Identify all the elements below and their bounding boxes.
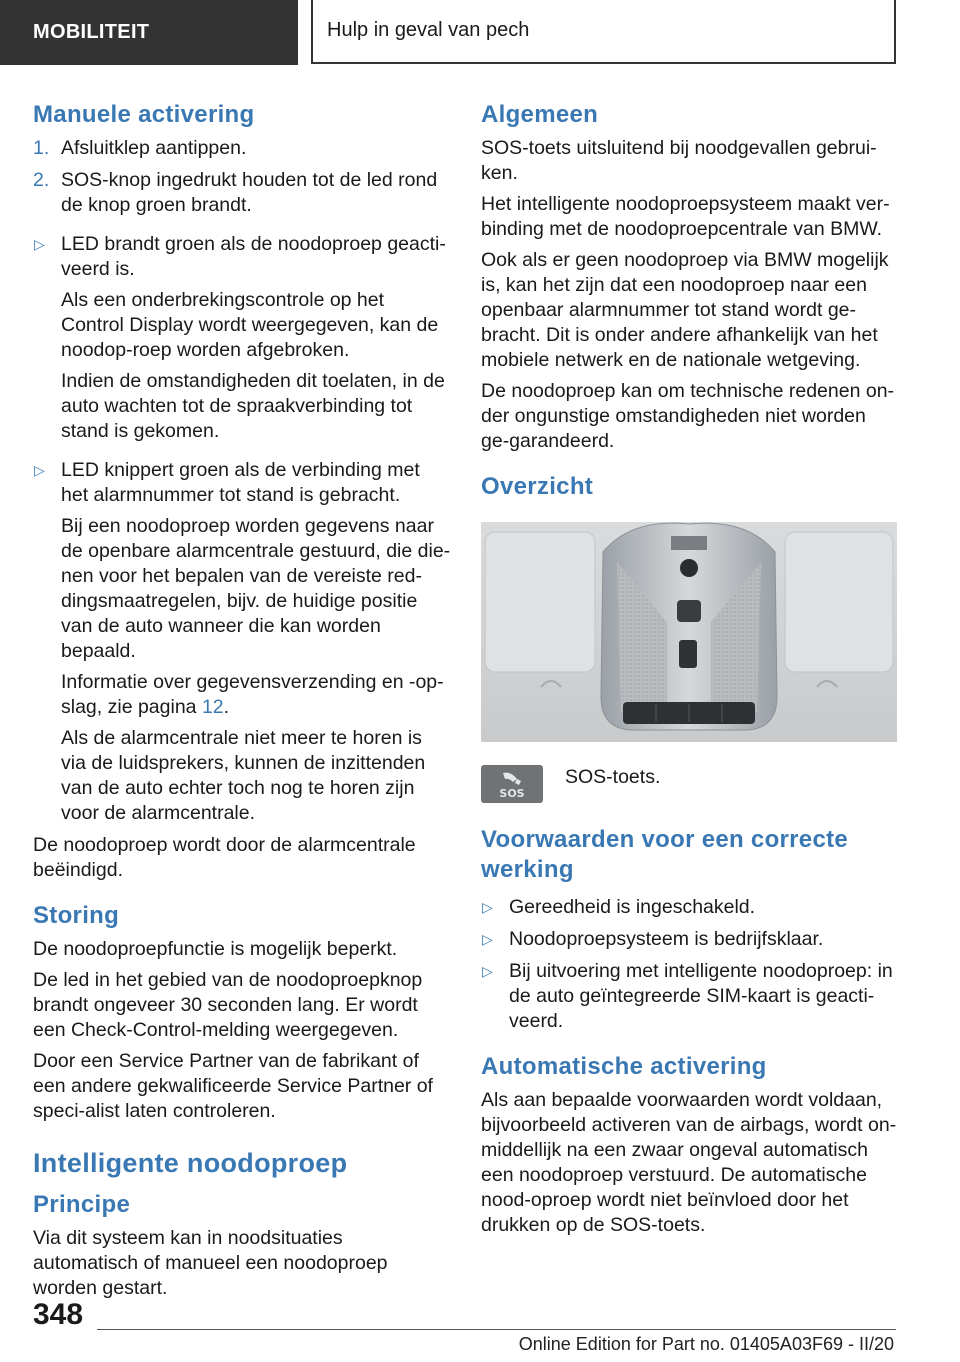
inline-text: . [223, 696, 230, 718]
list-item [481, 959, 897, 1034]
list-item [481, 895, 897, 920]
bullet-paragraph: Indien de omstandigheden dit toelaten, in de auto wachten tot de spraakverbinding tot stand is gekomen. [61, 370, 445, 442]
paragraph: De noodoproep wordt door de alarmcentrale beëindigd. [33, 834, 416, 881]
list-item [33, 136, 451, 161]
list-item [33, 458, 451, 826]
overzicht-heading: Overzicht [481, 473, 594, 500]
manual-activation-heading: Manuele activering [33, 101, 255, 128]
bullet-text: LED brandt groen als de noodoproep geacti-veerd is. [61, 233, 446, 280]
bullet-triangle-icon: ▷ [34, 462, 45, 478]
paragraph: Ook als er geen noodoproep via BMW mogelijk is, kan het zijn dat een noodoproep naar een openbaar alarmnummer tot stand wordt ge-bracht. Dit is onder andere afhankelijk van het mobiele netwerk en de nationale wetgeving. [481, 249, 889, 371]
step-text: Afsluitklep aantippen. [61, 137, 247, 159]
storing-heading: Storing [33, 902, 120, 929]
bullet-paragraph: Bij een noodoproep worden gegevens naar de openbare alarmcentrale gestuurd, die die-nen voor het bepalen van de vereiste red-dingsmaatregelen, bijv. de huidige positie van de auto wanneer die kan worden bepaald. [61, 515, 451, 662]
bullet-text: Noodoproepsysteem is bedrijfsklaar. [509, 928, 824, 950]
bullet-triangle-icon: ▷ [482, 931, 493, 947]
bullet-triangle-icon: ▷ [34, 236, 45, 252]
step-number: 2. [33, 169, 50, 191]
right-column [481, 100, 897, 1244]
bullet-paragraph [61, 670, 451, 720]
automatic-activation-heading: Automatische activering [481, 1053, 767, 1080]
roof-console-photo [481, 522, 897, 742]
bullet-paragraph: Als de alarmcentrale niet meer te horen is via de luidsprekers, kunnen de inzittenden van de auto echter toch nog te horen zijn voor de alarmcentrale. [61, 727, 426, 824]
list-item [33, 168, 451, 218]
footer-edition: Online Edition for Part no. 01405A03F69 - II/20 [518, 1334, 894, 1354]
page-link[interactable]: 12 [201, 696, 224, 718]
bullet-text: Bij uitvoering met intelligente noodoproep: in de auto geïntegreerde SIM-kaart is geacti-veerd. [509, 960, 893, 1032]
left-column [33, 100, 451, 1307]
paragraph: Via dit systeem kan in noodsituaties automatisch of manueel een noodoproep worden gestart. [33, 1227, 388, 1299]
conditions-heading: Voorwaarden voor een correcte werking [481, 826, 849, 883]
step-number: 1. [33, 137, 50, 159]
svg-text:SOS: SOS [499, 787, 525, 800]
sos-key-row [481, 765, 897, 803]
algemeen-heading: Algemeen [481, 101, 599, 128]
intelligent-emergency-call-heading: Intelligente noodoproep [33, 1148, 348, 1178]
paragraph: Door een Service Partner van de fabrikant of een andere gekwalificeerde Service Partner of speci-alist laten controleren. [33, 1050, 433, 1122]
bullet-paragraph: Als een onderbrekingscontrole op het Control Display wordt weergegeven, kan de noodop-roep worden afgebroken. [61, 289, 439, 361]
inline-text: Informatie over gegevensverzending en -op-slag, zie pagina [61, 671, 444, 718]
paragraph: Als aan bepaalde voorwaarden wordt voldaan, bijvoorbeeld activeren van de airbags, wordt on-middellijk na een zwaar ongeval automatisch een noodoproep verstuurd. De automatische nood-oproep wordt niet beïnvloed door het drukken op de SOS-toets. [481, 1089, 897, 1236]
list-item [481, 927, 897, 952]
bullet-text: Gereedheid is ingeschakeld. [509, 896, 756, 918]
step-text: SOS-knop ingedrukt houden tot de led rond de knop groen brandt. [61, 169, 438, 216]
paragraph: De led in het gebied van de noodoproepknop brandt ongeveer 30 seconden lang. Er wordt een Check-Control-melding weergegeven. [33, 969, 423, 1041]
header-chapter-title: Hulp in geval van pech [311, 0, 896, 64]
paragraph: SOS-toets uitsluitend bij noodgevallen gebrui-ken. [481, 137, 877, 184]
footer-divider [97, 1329, 896, 1330]
paragraph: Het intelligente noodoproepsysteem maakt ver-binding met de noodoproepcentrale van BMW. [481, 193, 890, 240]
sos-key-icon [481, 765, 543, 803]
sos-key-caption: SOS-toets. [565, 766, 661, 788]
principe-heading: Principe [33, 1191, 131, 1218]
header-section-tab: MOBILITEIT [0, 0, 298, 65]
list-item [33, 232, 451, 444]
bullet-triangle-icon: ▷ [482, 899, 493, 915]
bullet-text: LED knippert groen als de verbinding met het alarmnummer tot stand is gebracht. [61, 459, 420, 506]
page-number: 348 [33, 1298, 84, 1331]
bullet-triangle-icon: ▷ [482, 963, 493, 979]
paragraph: De noodoproepfunctie is mogelijk beperkt. [33, 938, 398, 960]
paragraph: De noodoproep kan om technische redenen on-der ongunstige omstandigheden niet worden ge-garandeerd. [481, 380, 895, 452]
